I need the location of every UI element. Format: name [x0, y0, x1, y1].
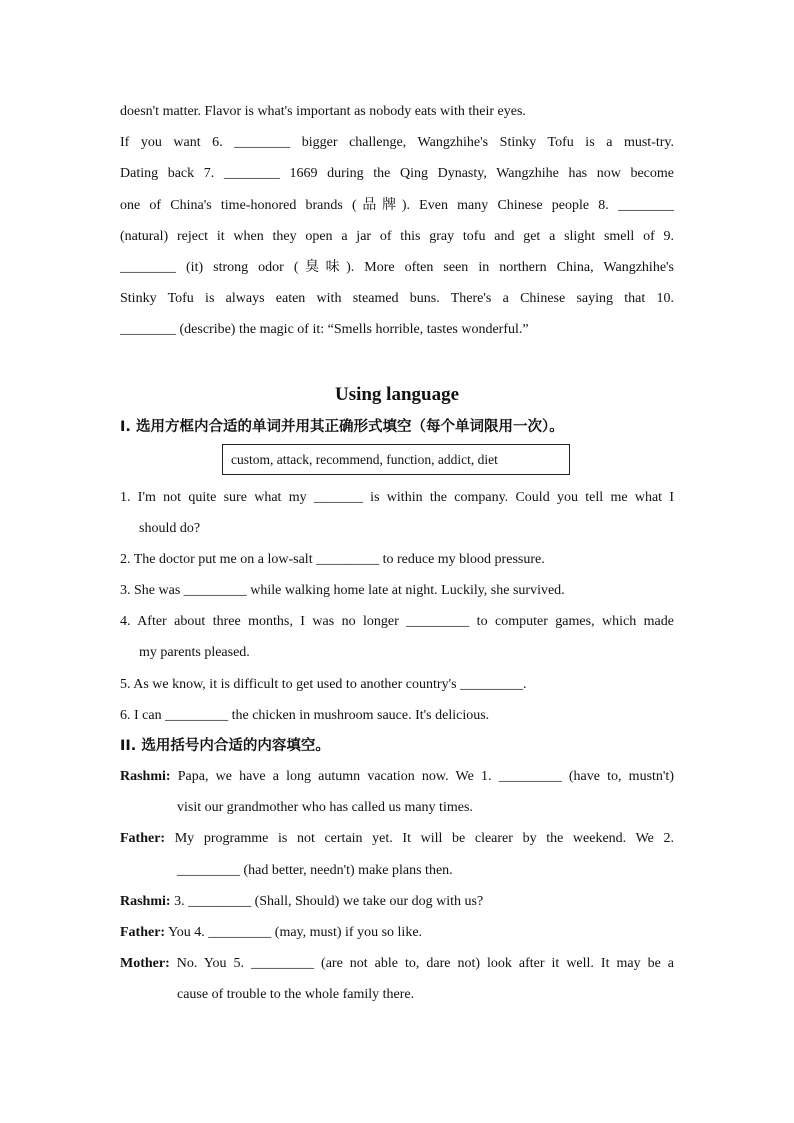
word-box: custom, attack, recommend, function, addict, diet	[222, 444, 570, 475]
passage-line: ________ (it) strong odor (臭味). More often seen in northern China, Wangzhihe's	[120, 259, 674, 275]
speaker-label: Rashmi:	[120, 893, 171, 909]
question-item: 3. She was _________ while walking home late at night. Luckily, she survived.	[120, 583, 565, 599]
section-title: Using language	[334, 383, 460, 405]
question-item-continuation: my parents pleased.	[139, 645, 250, 661]
dialogue-text: You 4. _________ (may, must) if you so like.	[168, 924, 423, 940]
question-item: 2. The doctor put me on a low-salt _________ to reduce my blood pressure.	[120, 551, 545, 567]
dialogue-text: 3. _________ (Shall, Should) we take our dog with us?	[174, 893, 484, 909]
part1-heading: I. 选用方框内合适的单词并用其正确形式填空（每个单词限用一次）。	[120, 418, 564, 435]
speaker-label: Father:	[120, 831, 166, 847]
dialogue-line	[120, 823, 674, 854]
word-box-container	[120, 442, 674, 482]
question-item: 6. I can _________ the chicken in mushroom sauce. It's delicious.	[120, 707, 490, 723]
passage-line: one of China's time-honored brands (品牌). Even many Chinese people 8. ________	[120, 197, 674, 213]
dialogue-continuation: cause of trouble to the whole family there.	[177, 987, 415, 1003]
speaker-label: Rashmi:	[120, 769, 171, 784]
dialogue-text: No. You 5. _________ (are not able to, dare not) look after it well. It may be a	[176, 956, 674, 972]
question-item: 5. As we know, it is difficult to get used to another country's _________.	[120, 676, 527, 692]
part2-heading: II. 选用括号内合适的内容填空。	[120, 738, 330, 754]
passage	[120, 96, 674, 346]
passage-line: (natural) reject it when they open a jar of this gray tofu and get a slight smell of 9.	[120, 228, 674, 244]
dialogue-line	[120, 886, 674, 917]
document-page	[120, 96, 674, 1011]
passage-line: Stinky Tofu is always eaten with steamed buns. There's a Chinese saying that 10.	[120, 291, 674, 307]
question-item: 4. After about three months, I was no longer _________ to computer games, which made	[120, 614, 674, 630]
question-item-continuation: should do?	[139, 520, 201, 536]
dialogue-continuation: visit our grandmother who has called us many times.	[177, 800, 473, 816]
dialogue-line	[120, 917, 674, 948]
dialogue-continuation: _________ (had better, needn't) make plans then.	[177, 862, 453, 878]
dialogue-text: Papa, we have a long autumn vacation now. We 1. _________ (have to, mustn't)	[177, 769, 674, 784]
dialogue-line	[120, 948, 674, 979]
passage-line: ________ (describe) the magic of it: “Smells horrible, tastes wonderful.”	[120, 322, 529, 338]
passage-line: Dating back 7. ________ 1669 during the Qing Dynasty, Wangzhihe has now become	[120, 166, 674, 182]
speaker-label: Father:	[120, 924, 166, 940]
dialogue-line	[120, 761, 674, 792]
passage-line: If you want 6. ________ bigger challenge, Wangzhihe's Stinky Tofu is a must-try.	[120, 135, 674, 151]
question-item: 1. I'm not quite sure what my _______ is within the company. Could you tell me what I	[120, 489, 674, 505]
speaker-label: Mother:	[120, 956, 170, 972]
dialogue-text: My programme is not certain yet. It will be clearer by the weekend. We 2.	[174, 831, 674, 847]
part1-questions	[120, 482, 674, 732]
dialogue	[120, 761, 674, 1011]
passage-line: doesn't matter. Flavor is what's important as nobody eats with their eyes.	[120, 104, 526, 119]
